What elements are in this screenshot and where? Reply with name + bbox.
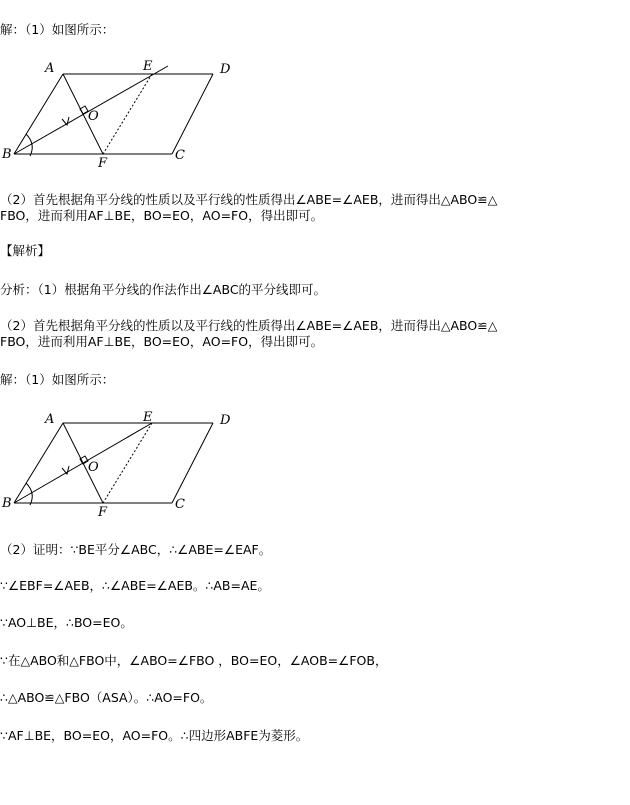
label-e: E (143, 59, 153, 74)
label-b: B (2, 147, 12, 162)
side-ab (14, 74, 63, 154)
label-a: A (45, 412, 55, 427)
label-d: D (220, 62, 231, 77)
solution-intro-1: 解：（1）如图所示： (0, 22, 115, 37)
label-a: A (45, 61, 55, 76)
proof-line-1: （2）证明：∵BE平分∠ABC，∴∠ABE=∠EAF。 (0, 542, 272, 557)
analysis2-text-line2: FBO，进而利用AF⊥BE，BO=EO，AO=FO，得出即可。 (0, 334, 324, 349)
arc-mark (62, 117, 69, 125)
parallelogram-figure-2 (0, 405, 260, 520)
label-e: E (143, 410, 153, 425)
analysis-heading: 【解析】 (0, 243, 51, 258)
analysis-line: 分析：（1）根据角平分线的作法作出∠ABC的平分线即可。 (0, 282, 327, 297)
proof-line-6: ∵AF⊥BE，BO=EO，AO=FO。∴四边形ABFE为菱形。 (0, 728, 309, 743)
part2-text-line1: （2）首先根据角平分线的性质以及平行线的性质得出∠ABE=∠AEB，进而得出△ABO≌△ (0, 192, 498, 207)
segment-ef-dashed (103, 423, 152, 503)
proof-line-2: ∵∠EBF=∠AEB，∴∠ABE=∠AEB。∴AB=AE。 (0, 578, 270, 593)
label-c: C (175, 497, 185, 512)
solution-intro-2: 解：（1）如图所示： (0, 372, 115, 387)
segment-ef-dashed (103, 74, 152, 154)
arc-mark (62, 466, 69, 474)
label-c: C (175, 148, 185, 163)
label-b: B (2, 496, 12, 511)
label-f: F (98, 505, 108, 520)
side-dc (172, 74, 213, 154)
proof-line-5: ∴△ABO≌△FBO（ASA）。∴AO=FO。 (0, 690, 213, 705)
label-o: O (88, 460, 99, 475)
label-d: D (220, 413, 231, 428)
side-dc (172, 423, 213, 503)
parallelogram-figure-1 (0, 58, 260, 173)
analysis2-text-line1: （2）首先根据角平分线的性质以及平行线的性质得出∠ABE=∠AEB，进而得出△ABO≌△ (0, 318, 498, 333)
side-ab (14, 423, 63, 503)
proof-line-3: ∵AO⊥BE，∴BO=EO。 (0, 615, 133, 630)
part2-text-line2: FBO，进而利用AF⊥BE，BO=EO，AO=FO，得出即可。 (0, 208, 324, 223)
label-f: F (98, 156, 108, 171)
proof-line-4: ∵在△ABO和△FBO中，∠ABO=∠FBO ，BO=EO，∠AOB=∠FOB， (0, 653, 388, 668)
label-o: O (88, 109, 99, 124)
